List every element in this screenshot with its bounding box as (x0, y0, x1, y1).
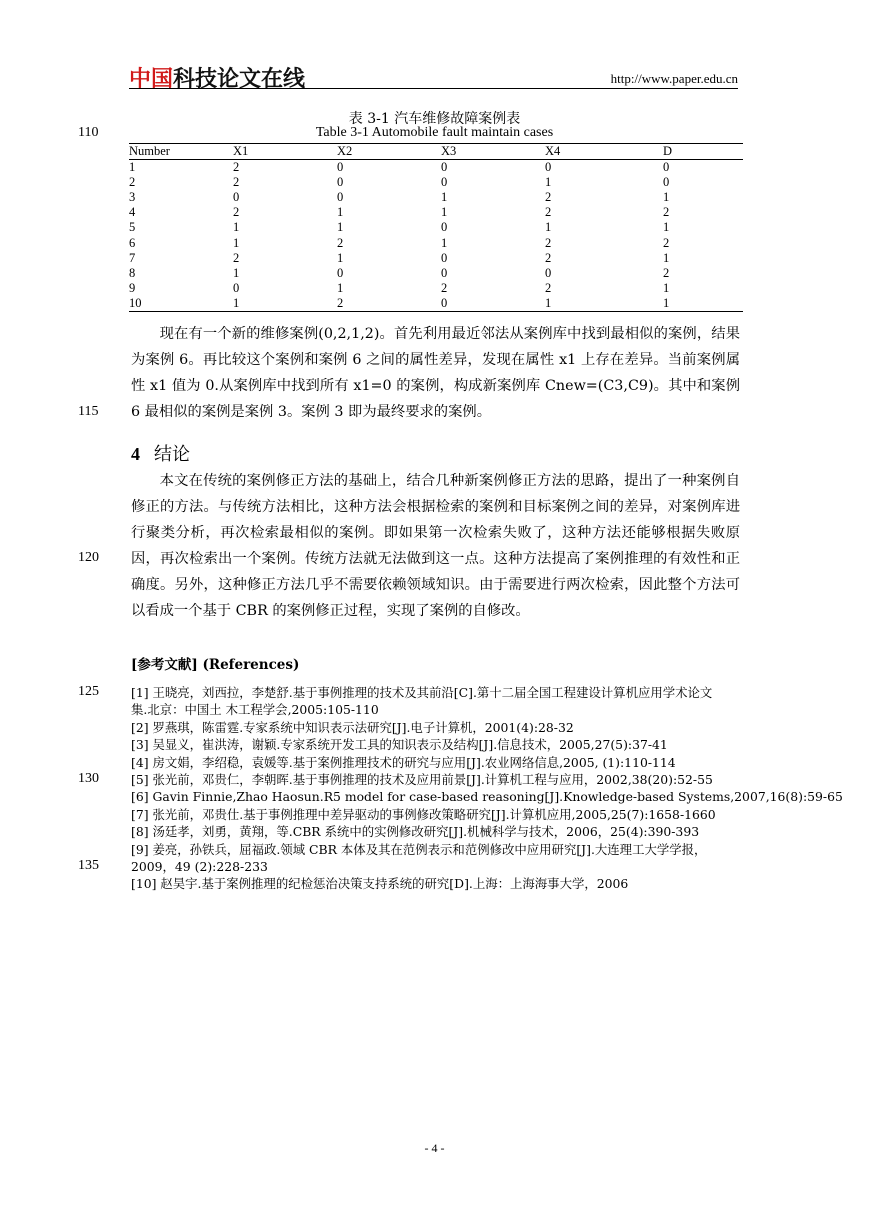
paragraph-text: 本文在传统的案例修正方法的基础上，结合几种新案例修正方法的思路，提出了一种案例自修正的方法。与传统方法相比，这种方法会根据检索的案例和目标案例之间的差异，对案例库进行聚类分析，再次检索最相似的案例。即如果第一次检索失败了，这种方法还能够根据失败原因，再次检索出一个案例。传统方法就无法做到这一点。这种方法提高了案例推理的有效性和正确度。另外，这种修正方法几乎不需要依赖领域知识。由于需要进行两次检索，因此整个方法可以看成一个基于 CBR 的案例修正过程，实现了案例的自修改。 (131, 473, 740, 619)
table-header-row (129, 144, 743, 160)
table-row (129, 235, 743, 250)
table-cell: 1 (233, 235, 240, 250)
table-row (129, 251, 743, 266)
reference-item: [8] 汤廷孝，刘勇，黄翔，等.CBR 系统中的实例修改研究[J].机械科学与技术，2006，25(4):390-393 (131, 824, 700, 840)
section-title: 结论 (154, 444, 190, 465)
logo-part-black: 科技论文在线 (173, 67, 306, 92)
column-header: X4 (545, 144, 663, 160)
table-cell: 1 (233, 296, 337, 312)
table-row (129, 175, 743, 190)
table-cell: 0 (545, 160, 552, 175)
reference-item: [2] 罗燕琪，陈雷霆.专家系统中知识表示法研究[J].电子计算机，2001(4):28-32 (131, 719, 574, 735)
reference-item: [3] 吴显义，崔洪涛，谢颖.专家系统开发工具的知识表示及结构[J].信息技术，2005,27(5):37-41 (131, 737, 668, 753)
table-cell: 5 (129, 220, 136, 235)
table-cell: 9 (129, 280, 136, 295)
column-header: Number (129, 144, 233, 160)
table-cell: 8 (129, 265, 136, 280)
table-cell: 0 (233, 190, 240, 205)
table-cell: 1 (233, 265, 240, 280)
table-cell: 2 (545, 205, 552, 220)
fault-cases-table (129, 143, 743, 312)
table-cell: 0 (663, 175, 670, 190)
reference-item-continuation: 集.北京：中国土 木工程学会,2005:105-110 (131, 702, 379, 718)
line-number: 135 (78, 858, 99, 873)
table-cell: 2 (545, 190, 552, 205)
line-number: 115 (78, 404, 99, 419)
table-cell: 2 (337, 235, 344, 250)
table-cell: 1 (337, 250, 344, 265)
table-cell: 0 (441, 296, 545, 312)
table-cell: 1 (233, 220, 240, 235)
table-cell: 0 (441, 160, 448, 175)
table-cell: 1 (337, 220, 344, 235)
header-url[interactable]: http://www.paper.edu.cn (610, 71, 738, 86)
table-cell: 0 (337, 175, 344, 190)
table-cell: 0 (441, 220, 448, 235)
column-header: X2 (337, 144, 441, 160)
reference-item-continuation: 2009，49 (2):228-233 (131, 859, 268, 875)
reference-item: [6] Gavin Finnie,Zhao Haosun.R5 model for case-based reasoning[J].Knowledge-based Systems,2007,16(8):59-65 (131, 789, 843, 805)
column-header: D (663, 144, 743, 160)
table-cell: 0 (441, 175, 448, 190)
table-cell: 1 (663, 190, 670, 205)
table-cell: 1 (663, 250, 670, 265)
table-cell: 0 (441, 250, 448, 265)
table-cell: 1 (441, 190, 448, 205)
table-cell: 4 (129, 205, 136, 220)
table-cell: 0 (545, 265, 552, 280)
table-row (129, 220, 743, 235)
paragraph-text: 现在有一个新的维修案例(0,2,1,2)。首先利用最近邻法从案例库中找到最相似的案例，结果为案例 6。再比较这个案例和案例 6 之间的属性差异，发现在属性 x1 上存在差异。当前案例属性 x1 值为 0.从案例库中找到所有 x1=0 的案例，构成新案例库 Cnew=(C3,C9)。其中和案例 6 最相似的案例是案例 3。案例 3 即为最终要求的案例。 (131, 326, 740, 420)
table-caption-en: Table 3-1 Automobile fault maintain cases (315, 125, 554, 140)
table-cell: 1 (129, 160, 136, 175)
table-cell: 0 (233, 280, 240, 295)
table-cell: 0 (663, 160, 670, 175)
table-row (129, 205, 743, 220)
table-cell: 3 (129, 190, 136, 205)
table-cell: 1 (545, 220, 552, 235)
header-rule (129, 88, 738, 89)
reference-item: [1] 王晓亮，刘西拉，李楚舒.基于事例推理的技术及其前沿[C].第十二届全国工程建设计算机应用学术论文 (131, 685, 713, 700)
table-cell: 0 (441, 265, 448, 280)
table-cell: 2 (129, 175, 136, 190)
table-row (129, 296, 743, 312)
reference-item: [9] 姜亮，孙铁兵，屈福政.领域 CBR 本体及其在范例表示和范例修改中应用研究[J].大连理工大学学报， (131, 841, 707, 857)
table-cell: 2 (663, 235, 670, 250)
table-cell: 2 (545, 280, 552, 295)
table-cell: 0 (337, 160, 344, 175)
table-cell: 2 (545, 250, 552, 265)
table-cell: 1 (441, 205, 448, 220)
column-header: X1 (233, 144, 337, 160)
table-row (129, 266, 743, 281)
table-cell: 7 (129, 250, 136, 265)
table-cell: 2 (441, 280, 448, 295)
table-cell: 2 (233, 205, 240, 220)
section-heading (131, 440, 190, 466)
table-cell: 0 (337, 265, 344, 280)
line-number: 125 (78, 684, 99, 699)
table-cell: 2 (663, 265, 670, 280)
column-header: X3 (441, 144, 545, 160)
logo-part-red: 中国 (129, 67, 174, 92)
line-number: 110 (78, 125, 99, 140)
references-heading: [参考文献] (References) (131, 657, 300, 673)
table-row (129, 281, 743, 296)
table-cell: 10 (129, 296, 233, 312)
section-number: 4 (131, 444, 140, 464)
table-cell: 1 (663, 220, 670, 235)
table-cell: 1 (441, 235, 448, 250)
table-row (129, 160, 743, 176)
line-number: 120 (78, 550, 99, 565)
table-cell: 2 (663, 205, 670, 220)
table-caption-cn: 表 3-1 汽车维修故障案例表 (348, 111, 521, 127)
table-cell: 2 (337, 296, 441, 312)
reference-item: [10] 赵昊宇.基于案例推理的纪检惩治决策支持系统的研究[D].上海：上海海事大学，2006 (131, 876, 629, 892)
reference-item: [4] 房文娟，李绍稳，袁媛等.基于案例推理技术的研究与应用[J].农业网络信息,2005, (1):110-114 (131, 754, 676, 770)
table-cell: 1 (337, 280, 344, 295)
table-cell: 2 (233, 250, 240, 265)
body-paragraph-2 (131, 468, 740, 624)
table-cell: 1 (545, 175, 552, 190)
page-number: - 4 - (424, 1141, 445, 1155)
reference-item: [5] 张光前，邓贵仁，李朝晖.基于事例推理的技术及应用前景[J].计算机工程与应用，2002,38(20):52-55 (131, 772, 713, 788)
table-cell: 1 (663, 296, 743, 312)
table-cell: 1 (545, 296, 663, 312)
body-paragraph-1 (131, 321, 740, 425)
reference-list (131, 684, 843, 893)
reference-item: [7] 张光前，邓贵仕.基于事例推理中差异驱动的事例修改策略研究[J].计算机应用,2005,25(7):1658-1660 (131, 806, 716, 822)
table-cell: 2 (233, 175, 240, 190)
line-number: 130 (78, 771, 99, 786)
table-cell: 2 (233, 160, 240, 175)
table-cell: 0 (337, 190, 344, 205)
table-cell: 2 (545, 235, 552, 250)
table-cell: 6 (129, 235, 136, 250)
table-row (129, 190, 743, 205)
table-cell: 1 (663, 280, 670, 295)
table-cell: 1 (337, 205, 344, 220)
